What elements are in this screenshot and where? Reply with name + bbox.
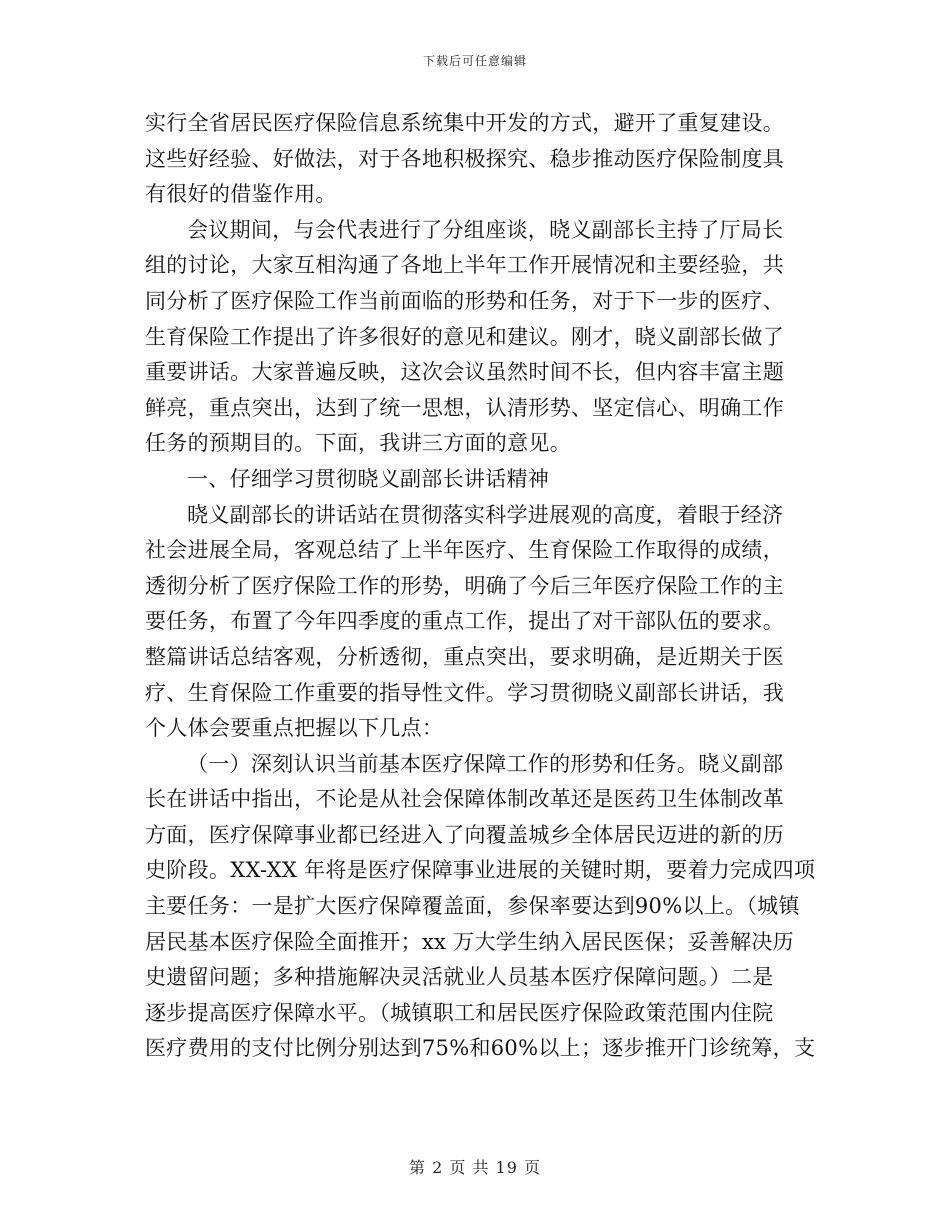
text-line: 长在讲话中指出，不论是从社会保障体制改革还是医药卫生体制改革 (145, 787, 784, 812)
text-line: 同分析了医疗保险工作当前面临的形势和任务，对于下一步的医疗、 (145, 288, 784, 313)
text-line: 透彻分析了医疗保险工作的形势，明确了今后三年医疗保险工作的主 (145, 573, 784, 598)
text-line: 组的讨论，大家互相沟通了各地上半年工作开展情况和主要经验，共 (145, 253, 784, 278)
text-line: 生育保险工作提出了许多很好的意见和建议。刚才，晓义副部长做了 (145, 324, 784, 349)
text-line: 任务的预期目的。下面，我讲三方面的意见。 (145, 431, 571, 456)
text-line: 重要讲话。大家普遍反映，这次会议虽然时间不长，但内容丰富主题 (145, 360, 784, 385)
text-line: 居民基本医疗保险全面推开；xx 万大学生纳入居民医保；妥善解决历 (145, 929, 794, 954)
paragraph-start-line: 晓义副部长的讲话站在贯彻落实科学进展观的高度，着眼于经济 (187, 502, 784, 527)
text-line: 有很好的借鉴作用。 (145, 182, 337, 207)
text-line: 整篇讲话总结客观，分析透彻，重点突出，要求明确，是近期关于医 (145, 644, 784, 669)
section-heading: 一、仔细学习贯彻晓义副部长讲话精神 (187, 466, 550, 491)
page-footer: 第 2 页 共 19 页 (409, 1158, 541, 1177)
document-body (145, 106, 816, 1067)
text-line: 这些好经验、好做法，对于各地积极探究、稳步推动医疗保险制度具 (145, 146, 784, 171)
text-line: 史阶段。XX-XX 年将是医疗保障事业进展的关键时期，要着力完成四项 (145, 858, 816, 883)
page-header: 下载后可任意编辑 (422, 54, 527, 68)
text-line: 逐步提高医疗保障水平。（城镇职工和居民医疗保险政策范围内住院 (145, 1000, 774, 1025)
text-line: 医疗费用的支付比例分别达到75%和60%以上；逐步推开门诊统筹，支 (145, 1036, 816, 1061)
text-line: 主要任务：一是扩大医疗保障覆盖面，参保率要达到90%以上。（城镇 (145, 894, 800, 919)
paragraph-start-line: 会议期间，与会代表进行了分组座谈，晓义副部长主持了厅局长 (187, 217, 784, 242)
subsection-start-line: （一）深刻认识当前基本医疗保障工作的形势和任务。晓义副部 (187, 751, 784, 776)
text-line: 方面，医疗保障事业都已经进入了向覆盖城乡全体居民迈进的新的历 (145, 822, 784, 847)
text-line: 实行全省居民医疗保险信息系统集中开发的方式，避开了重复建设。 (145, 111, 784, 135)
text-line: 史遗留问题；多种措施解决灵活就业人员基本医疗保障问题。）二是 (145, 965, 774, 990)
text-line: 个人体会要重点把握以下几点： (145, 716, 444, 741)
text-line: 鲜亮，重点突出，达到了统一思想，认清形势、坚定信心、明确工作 (145, 395, 784, 420)
text-line: 社会进展全局，客观总结了上半年医疗、生育保险工作取得的成绩， (145, 538, 784, 563)
text-line: 要任务，布置了今年四季度的重点工作，提出了对干部队伍的要求。 (145, 609, 784, 634)
text-line: 疗、生育保险工作重要的指导性文件。学习贯彻晓义副部长讲话，我 (145, 680, 784, 705)
